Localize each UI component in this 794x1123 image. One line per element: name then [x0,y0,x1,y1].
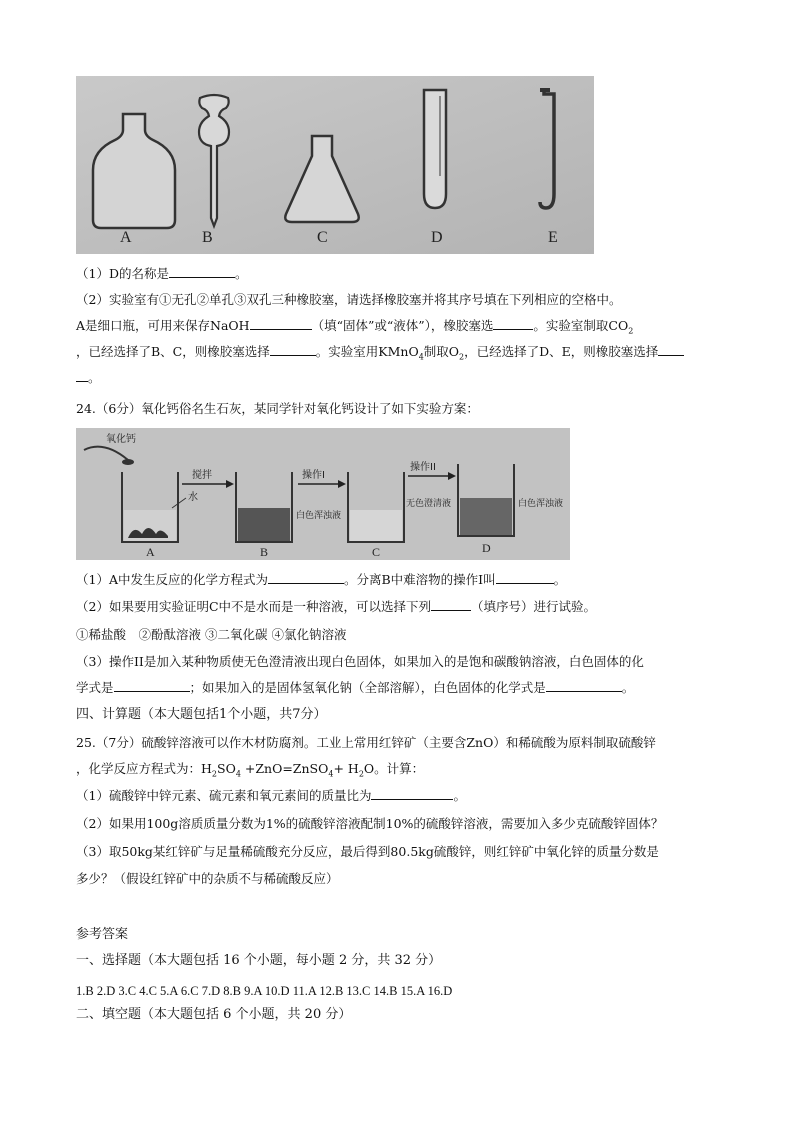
q24-part2: （2）如果要用实验证明C中不是水而是一种溶液，可以选择下列 （填序号）进行试验。 [76,599,597,614]
answer-blank[interactable] [496,571,554,584]
beaker-d-label: 白色浑浊液 [518,499,564,509]
arrow-label-stir: 搅拌 [192,470,212,481]
answer-blank[interactable] [250,317,312,330]
answers-title: 参考答案 [76,927,129,942]
apparatus-drawing [76,76,594,254]
answer-blank[interactable] [76,369,88,382]
apparatus-label-e: E [548,229,558,246]
answer-blank[interactable] [270,343,316,356]
water-label: 水 [188,492,198,503]
q25-line1: 25.（7分）硫酸锌溶液可以作木材防腐剂。工业上常用红锌矿（主要含ZnO）和稀硫酸为原料制取硫酸锌 [76,735,656,750]
section-4-heading: 四、计算题（本大题包括1个小题，共7分） [76,707,327,722]
answers-section-2: 二、填空题（本大题包括 6 个小题，共 20 分） [76,1007,352,1022]
reagent-label: 氧化钙 [106,434,136,445]
q25-part1: （1）硫酸锌中锌元素、硫元素和氧元素间的质量比为 。 [76,788,466,803]
q24-options: ①稀盐酸 ②酚酞溶液 ③二氧化碳 ④氯化钠溶液 [76,627,347,642]
experiment-drawing [76,428,570,560]
beaker-b-label: 白色浑浊液 [296,511,342,521]
q25-part2: （2）如果用100g溶质质量分数为1%的硫酸锌溶液配制10%的硫酸锌溶液，需要加入多少克硫酸锌固体？ [76,816,664,831]
q25-line2: ，化学反应方程式为：$H_2SO_4$ +ZnO=ZnSO$_4$+ $H_2O$。计算： [76,761,425,779]
answers-list: 1.B 2.D 3.C 4.C 5.A 6.C 7.D 8.B 9.A 10.D 11.A 12.B 13.C 14.B 15.A 16.D [76,984,453,998]
experiment-photo [76,428,570,560]
apparatus-photo [76,76,594,254]
q23-line4: ，已经选择了B、C，则橡胶塞选择 。实验室用KMnO$_4$制取$O_2$，已经选择了D、E，则橡胶塞选择 [76,343,726,367]
answer-blank[interactable] [268,571,344,584]
apparatus-label-c: C [317,229,328,246]
q25-part3: （3）取50kg某红锌矿与足量稀硫酸充分反应，最后得到80.5kg硫酸锌，则红锌矿中氧化锌的质量分数是 [76,844,659,859]
answer-blank[interactable] [169,265,235,278]
q24-part3: （3）操作II是加入某种物质使无色澄清液出现白色固体，如果加入的是饱和碳酸钠溶液，白色固体的化 [76,654,644,669]
beaker-label-d: D [482,541,491,555]
q24-part3-cont: 学式是 ；如果加入的是固体氢氧化钠（全部溶解），白色固体的化学式是 。 [76,680,635,695]
answer-blank[interactable] [546,679,622,692]
q23-line3: A是细口瓶，可用来保存NaOH （填“固体”或“液体”），橡胶塞选 。实验室制取$CO_2$ [76,318,634,336]
q24-title: 24.（6分）氧化钙俗名生石灰，某同学针对氧化钙设计了如下实验方案： [76,401,479,416]
q25-part3-cont: 多少？（假设红锌矿中的杂质不与稀硫酸反应） [76,871,339,886]
beaker-label-b: B [260,545,269,559]
arrow-label-op1: 操作I [302,470,325,481]
answer-blank[interactable] [371,787,453,800]
answers-section-1: 一、选择题（本大题包括 16 个小题，每小题 2 分，共 32 分） [76,953,442,968]
beaker-c-label: 无色澄清液 [406,499,452,509]
answer-blank[interactable] [114,679,190,692]
answer-blank[interactable] [493,317,533,330]
apparatus-label-a: A [120,229,132,246]
test-tube [424,90,446,208]
q23-part2: （2）实验室有①无孔②单孔③双孔三种橡胶塞，请选择橡胶塞并将其序号填在下列相应的空格中。 [76,292,622,307]
arrow-label-op2: 操作II [410,462,436,473]
q24-part1: （1）A中发生反应的化学方程式为 。分离B中难溶物的操作I叫 。 [76,572,567,587]
answer-blank[interactable] [658,343,684,356]
q23-part1: （1）D的名称是 。 [76,266,248,281]
apparatus-label-b: B [202,229,213,246]
beaker-label-c: C [372,545,381,559]
beaker-label-a: A [146,545,155,559]
q23-line5: 。 [76,369,726,387]
answer-blank[interactable] [431,598,471,611]
apparatus-label-d: D [431,229,443,246]
